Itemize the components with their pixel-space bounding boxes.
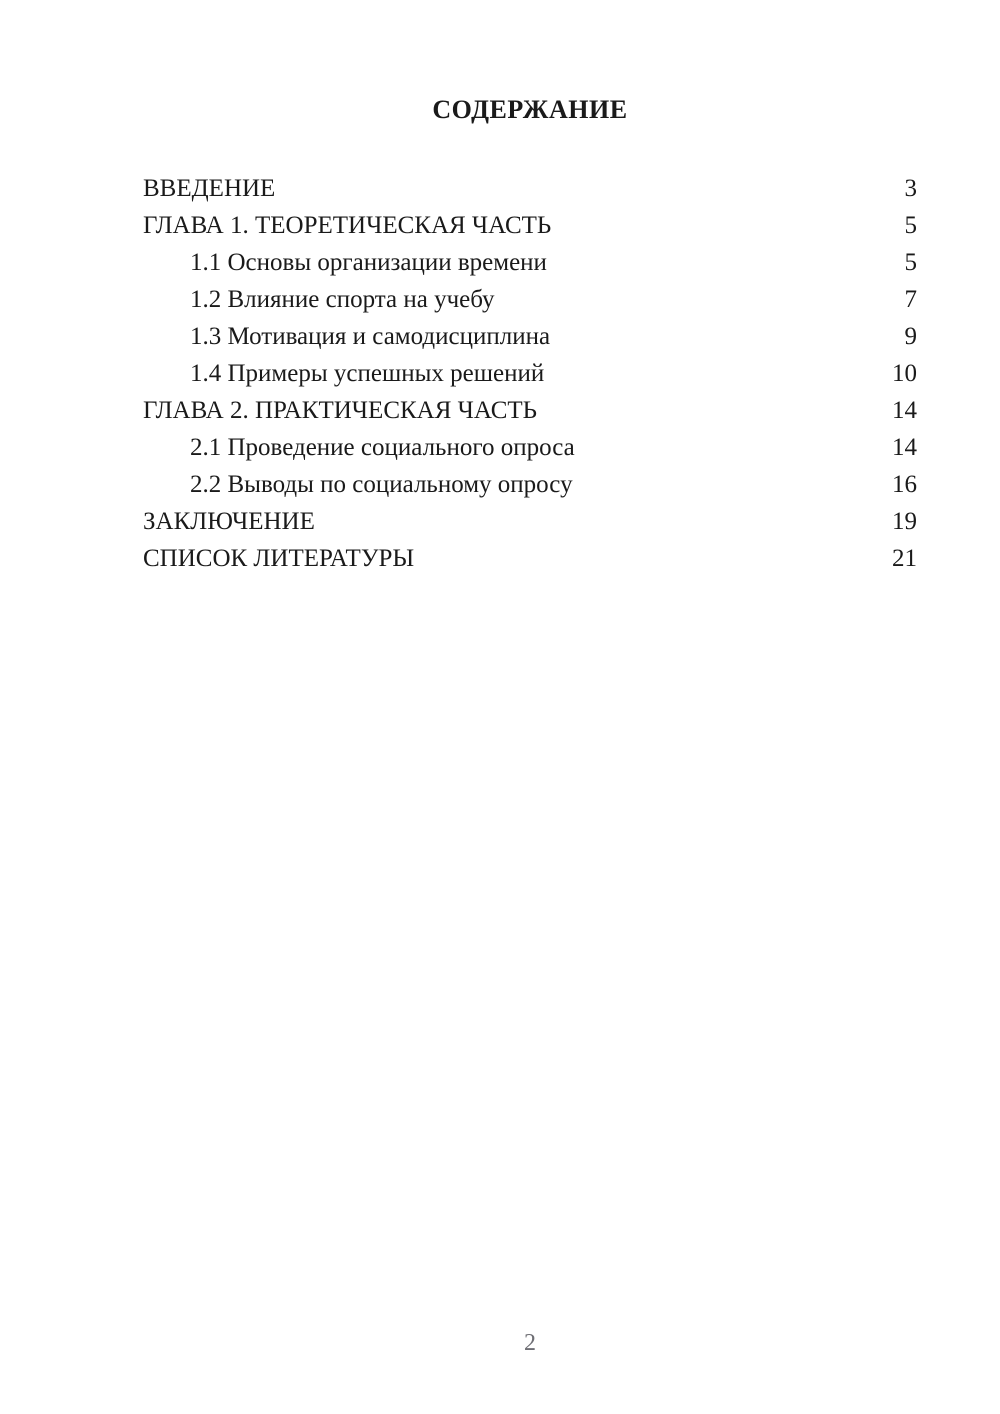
toc-entry-page-number: 19 (892, 508, 917, 535)
toc-entry-page-number: 7 (904, 286, 917, 313)
toc-entry-page-number: 16 (892, 471, 917, 498)
toc-entry-page-number: 5 (904, 212, 917, 239)
toc-entry-page-number: 14 (892, 397, 917, 424)
toc-entry-page-number: 10 (892, 360, 917, 387)
footer-page-number: 2 (524, 1330, 536, 1356)
toc-entry-label: 2.2 Выводы по социальному опросу (190, 471, 573, 498)
toc-row (143, 429, 917, 466)
toc-entry-label: 1.2 Влияние спорта на учебу (190, 286, 495, 313)
toc-entry-label: 2.1 Проведение социального опроса (190, 434, 575, 461)
toc-entry-label: ВВЕДЕНИЕ (143, 175, 276, 202)
toc-row (143, 466, 917, 503)
toc-row (143, 355, 917, 392)
toc-entry-label: ЗАКЛЮЧЕНИЕ (143, 508, 315, 535)
toc-entry-page-number: 5 (904, 249, 917, 276)
toc-entry-label: 1.1 Основы организации времени (190, 249, 547, 276)
toc-entry-page-number: 21 (892, 545, 917, 572)
toc-entry-page-number: 14 (892, 434, 917, 461)
toc-row (143, 540, 917, 577)
toc-entry-label: ГЛАВА 1. ТЕОРЕТИЧЕСКАЯ ЧАСТЬ (143, 212, 552, 239)
toc-row (143, 281, 917, 318)
toc-row (143, 170, 917, 207)
toc-row (143, 503, 917, 540)
toc-entry-page-number: 9 (904, 323, 917, 350)
toc-entry-page-number: 3 (904, 175, 917, 202)
table-of-contents (143, 170, 917, 577)
toc-entry-label: СПИСОК ЛИТЕРАТУРЫ (143, 545, 415, 572)
toc-entry-label: 1.3 Мотивация и самодисциплина (190, 323, 551, 350)
page-title: СОДЕРЖАНИЕ (432, 95, 628, 124)
toc-entry-label: ГЛАВА 2. ПРАКТИЧЕСКАЯ ЧАСТЬ (143, 397, 538, 424)
toc-row (143, 244, 917, 281)
toc-entry-label: 1.4 Примеры успешных решений (190, 360, 545, 387)
toc-row (143, 392, 917, 429)
toc-row (143, 318, 917, 355)
toc-row (143, 207, 917, 244)
